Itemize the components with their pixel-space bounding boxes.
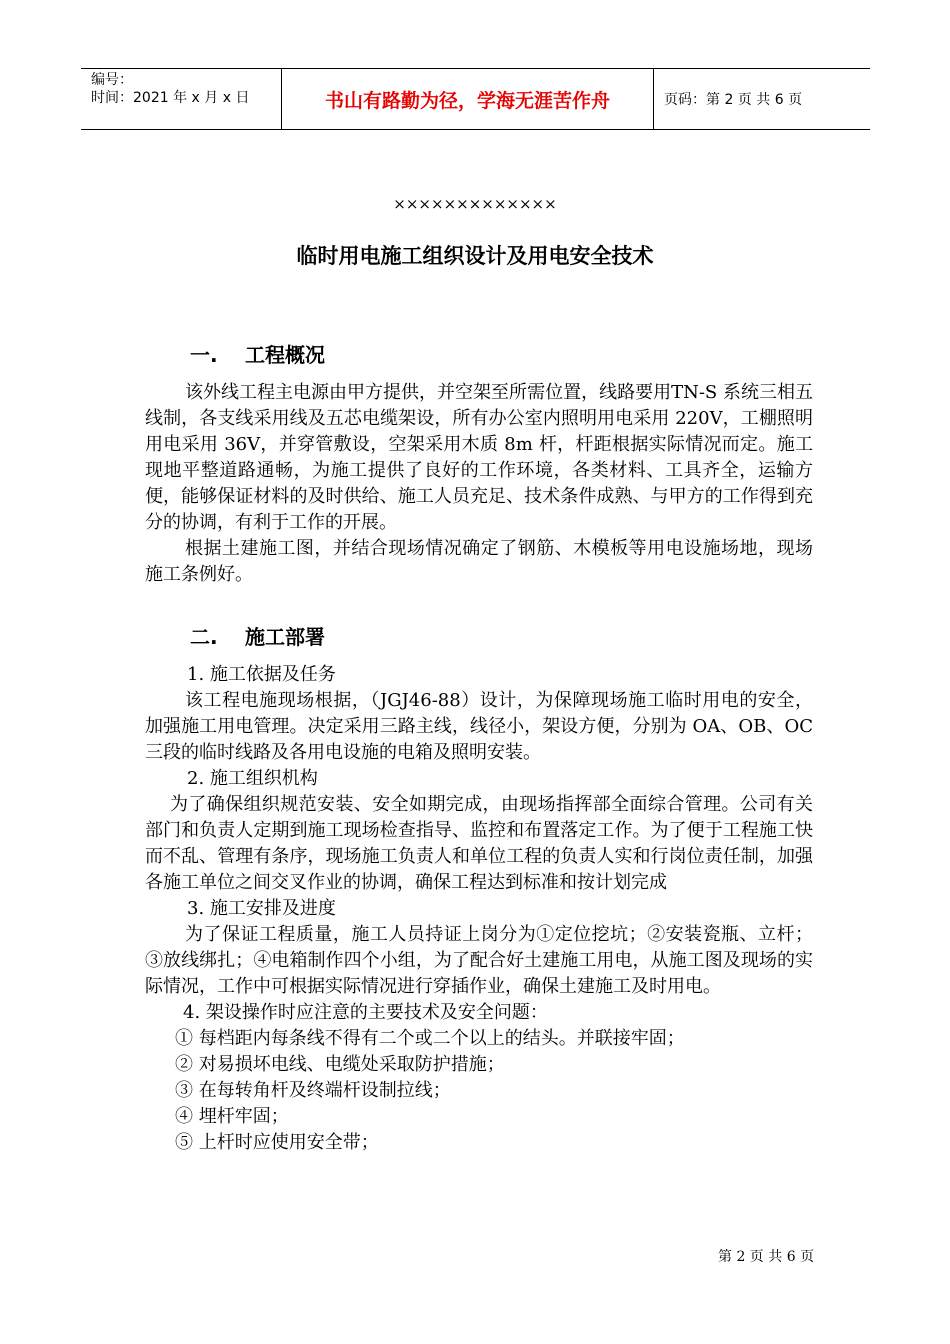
paragraph: 为了保证工程质量，施工人员持证上岗分为①定位挖坑；②安装瓷瓶、立杆；③放线绑扎；④电箱制作四个小组，为了配合好土建施工用电，从施工图及现场的实际情况，工作中可根据实际情况进行穿插作业，确保土建施工及时用电。 — [145, 924, 813, 997]
paragraph: 为了确保组织规范安装、安全如期完成，由现场指挥部全面综合管理。公司有关部门和负责人定期到施工现场检查指导、监控和布置落定工作。为了便于工程施工快而不乱、管理有条序，现场施工负责人和单位工程的负责人实和行岗位责任制，加强各施工单位之间交叉作业的协调，确保工程达到标准和按计划完成 — [145, 794, 813, 893]
page-label: 页码：第 2 页 共 6 页 — [664, 92, 803, 108]
list-item: ④ 埋杆牢固； — [175, 1106, 289, 1127]
section-number: 二. — [190, 625, 218, 649]
list-item: ⑤ 上杆时应使用安全带； — [175, 1132, 379, 1153]
list-item: ② 对易损坏电线、电缆处采取防护措施； — [175, 1054, 505, 1075]
list-item: ① 每档距内每条线不得有二个或二个以上的结头。并联接牢固； — [175, 1028, 685, 1049]
document-title: 临时用电施工组织设计及用电安全技术 — [296, 244, 654, 268]
section-title: 施工部署 — [245, 625, 325, 649]
paragraph: 该工程电施现场根据，（JGJ46-88）设计，为保障现场施工临时用电的安全，加强施工用电管理。决定采用三路主线，线径小，架设方便，分别为 OA、OB、OC 三段的临时线路及各用电设施的电箱及照明安装。 — [145, 690, 813, 763]
paragraph: 根据土建施工图，并结合现场情况确定了钢筋、木模板等用电设施场地，现场施工条例好。 — [145, 538, 813, 585]
document-body — [145, 340, 813, 1156]
header-meta — [81, 69, 282, 129]
subsection-title: 4. 架设操作时应注意的主要技术及安全问题： — [183, 1002, 548, 1023]
page-header — [81, 68, 870, 130]
number-label: 编号： — [91, 72, 133, 88]
subsection-title: 1. 施工依据及任务 — [187, 664, 336, 685]
header-page — [654, 69, 870, 129]
page-footer: 第 2 页 共 6 页 — [718, 1249, 815, 1265]
section-heading-1 — [190, 340, 813, 370]
section-number: 一. — [190, 343, 218, 367]
motto-text: 书山有路勤为径，学海无涯苦作舟 — [324, 89, 610, 112]
document-subtitle: ××××××××××××× — [393, 195, 557, 213]
section-heading-2 — [190, 622, 813, 652]
list-item: ③ 在每转角杆及终端杆设制拉线； — [175, 1080, 451, 1101]
subsection-title: 2. 施工组织机构 — [187, 768, 318, 789]
time-label: 时间：2021 年 x 月 x 日 — [91, 90, 250, 106]
subsection-title: 3. 施工安排及进度 — [187, 898, 336, 919]
section-title: 工程概况 — [245, 343, 325, 367]
header-motto — [282, 69, 654, 129]
paragraph: 该外线工程主电源由甲方提供，并空架至所需位置，线路要用TN-S 系统三相五线制，各支线采用线及五芯电缆架设，所有办公室内照明用电采用 220V，工棚照明用电采用 36V，并穿管敷设，空架采用木质 8m 杆，杆距根据实际情况而定。施工现地平整道路通畅，为施工提供了良好的工作环境，各类材料、工具齐全，运输方便，能够保证材料的及时供给、施工人员充足、技术条件成熟、与甲方的工作得到充分的协调，有利于工作的开展。 — [145, 382, 813, 533]
